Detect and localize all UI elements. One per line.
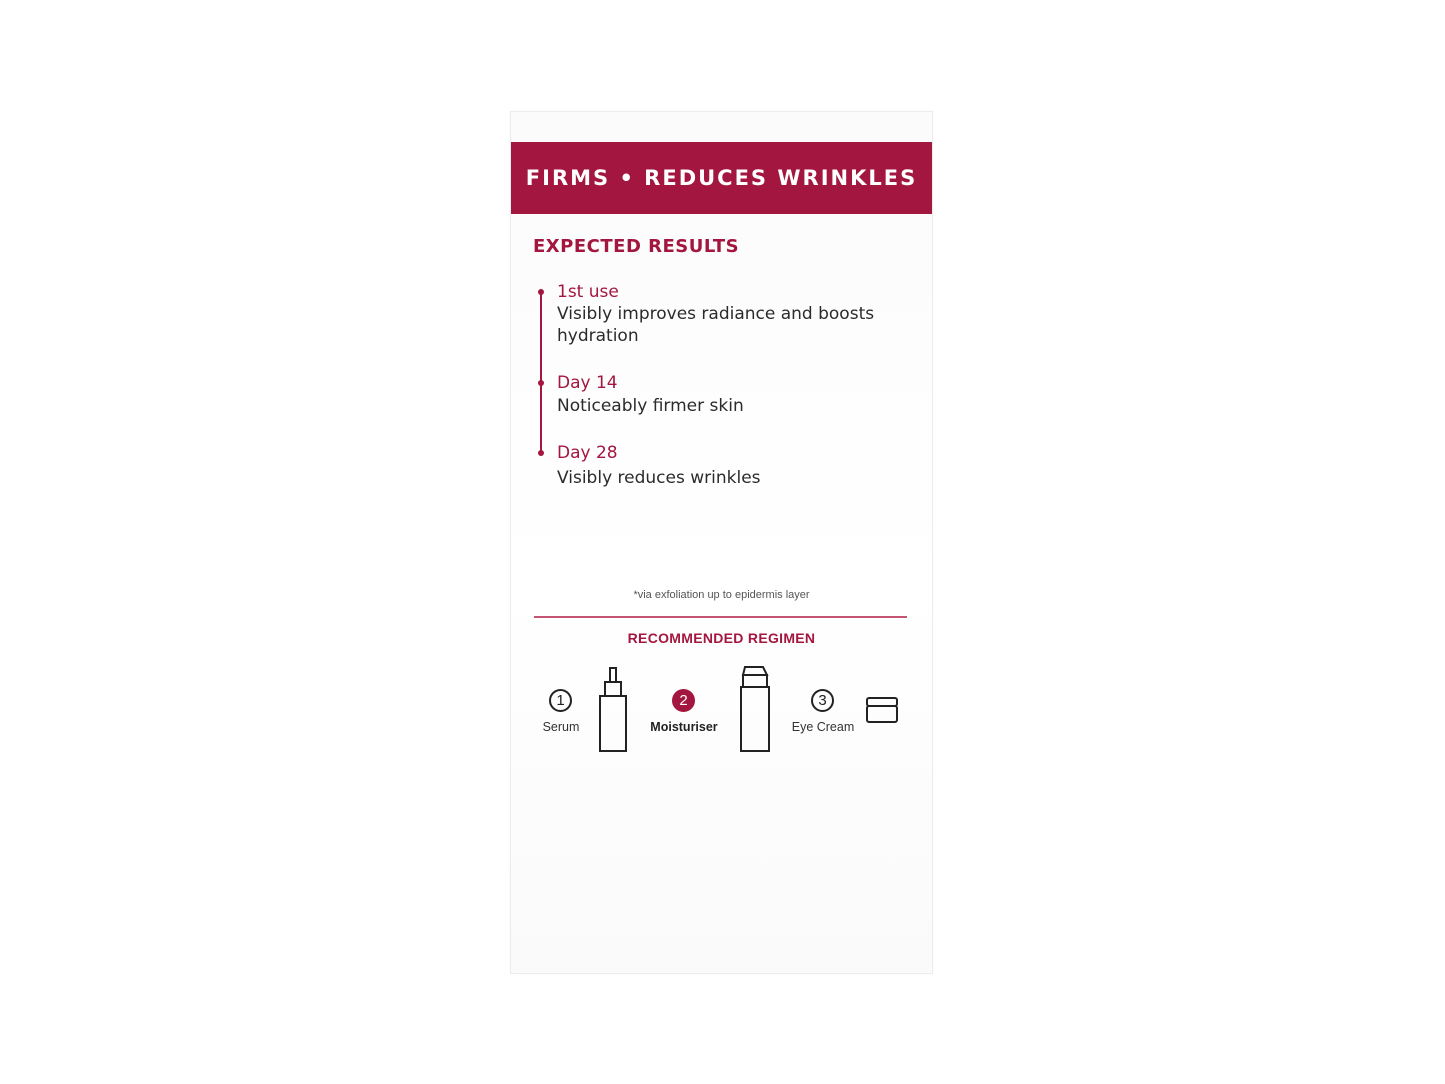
- timeline-step-description: Noticeably firmer skin: [557, 396, 744, 416]
- pump-bottle-icon: [739, 665, 771, 754]
- jar-icon: [865, 696, 899, 724]
- timeline-step-label: Day 28: [557, 443, 618, 463]
- timeline-step-label: Day 14: [557, 373, 618, 393]
- timeline-dot: [538, 289, 544, 295]
- regimen-step-label: Serum: [542, 720, 580, 734]
- divider: [534, 616, 907, 618]
- timeline-dot: [538, 450, 544, 456]
- step-number-3: 3: [811, 689, 834, 712]
- regimen-step-label: Moisturiser: [650, 720, 718, 734]
- dropper-bottle-icon: [598, 666, 628, 754]
- product-box-panel: [511, 112, 932, 973]
- step-number-2: 2: [672, 689, 695, 712]
- step-number-1: 1: [549, 689, 572, 712]
- timeline-step-description: Visibly improves radiance and boosts hydration: [557, 304, 875, 346]
- timeline-step-label: 1st use: [557, 282, 619, 302]
- expected-results-title: EXPECTED RESULTS: [533, 236, 740, 257]
- footnote: *via exfoliation up to epidermis layer: [633, 589, 810, 601]
- timeline-line: [540, 292, 542, 455]
- timeline-step-description: Visibly reduces wrinkles: [557, 468, 761, 488]
- banner-text: FIRMS • REDUCES WRINKLES: [525, 166, 918, 190]
- regimen-step-label: Eye Cream: [791, 720, 855, 734]
- timeline-dot: [538, 380, 544, 386]
- claim-banner: [511, 142, 932, 214]
- regimen-title: RECOMMENDED REGIMEN: [627, 630, 816, 646]
